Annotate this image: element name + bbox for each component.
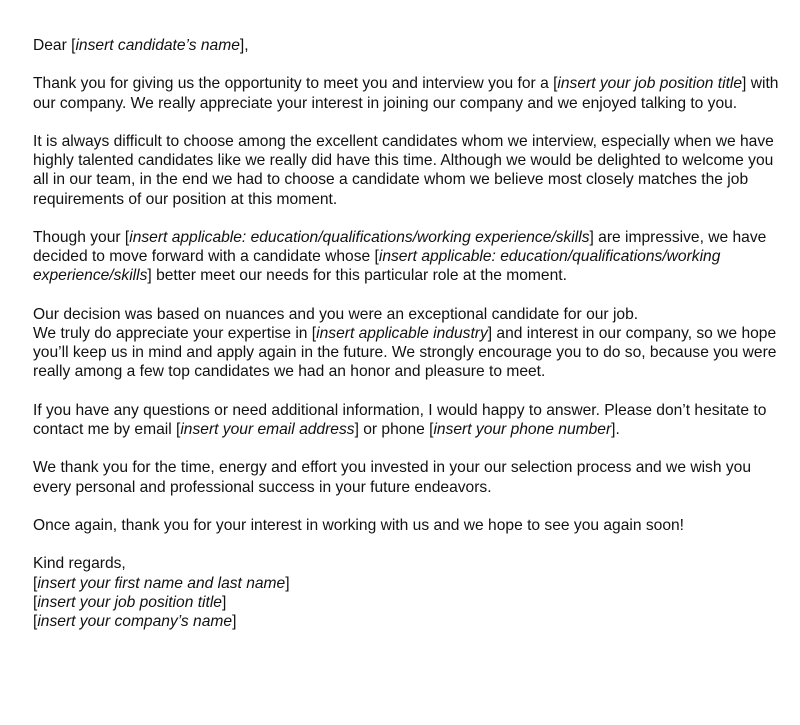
paragraph-text: ] better meet our needs for this particular role at the moment.: [147, 267, 567, 285]
signature-title: [33, 593, 783, 612]
signature-name: [33, 574, 783, 593]
paragraph-difficult-choice: It is always difficult to choose among the excellent candidates whom we interview, especially when we have highly talented candidates like we really did have this time. Although we would be delighted to welcome you all in our team, in the end we had to choose a candidate whom we believe most closely matches the job requirements of our position at this moment.: [33, 132, 774, 208]
signature-company: [33, 612, 783, 631]
bracket: [: [33, 612, 38, 630]
placeholder-applicable-2: insert applicable: education/qualifications/working experience/skills: [33, 248, 721, 285]
placeholder-sender-name: insert your first name and last name: [37, 574, 286, 592]
placeholder-sender-title: insert your job position title: [37, 593, 222, 611]
placeholder-job-title: insert your job position title: [557, 75, 743, 93]
paragraph-text: ].: [611, 420, 620, 438]
placeholder-email: insert your email address: [180, 420, 355, 438]
paragraph-text: If you have any questions or need additional information, I would happy to answer. Please don’t hesitate to contact me by email [: [33, 401, 767, 438]
paragraph-text: ] and interest in our company, so we hope you’ll keep us in mind and apply again in the future. We strongly encourage you to do so, because you were really among a few top candidates we had an honor and pleasure to meet.: [33, 324, 777, 381]
paragraph-thank-you: We thank you for the time, energy and effort you invested in your our selection process and we wish you every personal and professional success in your future endeavors.: [33, 459, 751, 496]
paragraph-line: Our decision was based on nuances and you were an exceptional candidate for our job.: [33, 305, 639, 323]
bracket: [: [33, 574, 38, 592]
paragraph-text: ] with our company. We really appreciate your interest in joining our company and we enjoyed talking to you.: [33, 75, 779, 112]
paragraph-qualifications: [33, 228, 783, 286]
paragraph-text: Thank you for giving us the opportunity to meet you and interview you for a [: [33, 75, 558, 93]
paragraph-text: ] or phone [: [354, 420, 434, 438]
letter-body: [33, 36, 783, 650]
placeholder-phone: insert your phone number: [433, 420, 612, 438]
signoff-block: [33, 554, 783, 631]
paragraph-thanks: [33, 74, 783, 112]
paragraph-contact: [33, 401, 783, 439]
bracket: [: [33, 593, 38, 611]
closing: Kind regards,: [33, 555, 126, 573]
placeholder-industry: insert applicable industry: [316, 324, 488, 342]
paragraph-decision: [33, 305, 783, 382]
placeholder-candidate-name: insert candidate’s name: [75, 37, 240, 54]
paragraph-text: ] are impressive, we have decided to move forward with a candidate whose [: [33, 228, 767, 266]
bracket: ]: [232, 612, 237, 630]
placeholder-company-name: insert your company’s name: [37, 612, 233, 630]
paragraph-text: We truly do appreciate your expertise in [: [33, 324, 317, 342]
placeholder-applicable-1: insert applicable: education/qualifications/working experience/skills: [129, 228, 590, 246]
bracket: ]: [285, 574, 290, 592]
greeting-text: Dear [: [33, 37, 76, 54]
paragraph-once-again: Once again, thank you for your interest in working with us and we hope to see you again soon!: [33, 516, 685, 534]
bracket: ]: [221, 593, 227, 611]
greeting-text-end: ],: [239, 37, 249, 54]
greeting: [33, 36, 783, 55]
paragraph-text: Though your [: [33, 228, 130, 246]
